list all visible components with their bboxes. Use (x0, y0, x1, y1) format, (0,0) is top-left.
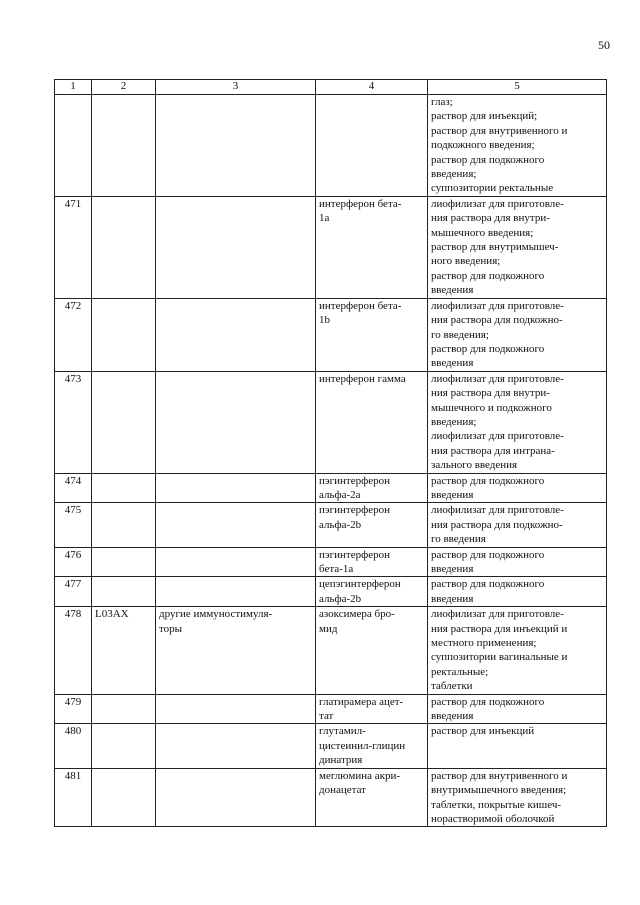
table-row (55, 473, 607, 503)
dosage-forms-cell: раствор для подкожного введения (428, 473, 607, 503)
dosage-forms-cell: лиофилизат для приготовле- ния раствора для подкожно- го введения (428, 503, 607, 547)
dosage-forms-cell: лиофилизат для приготовле- ния раствора для подкожно- го введения; раствор для подкожного введения (428, 298, 607, 371)
drug-name-cell: интерферон бета- 1b (316, 298, 428, 371)
group-name-cell: другие иммуностимуля- торы (156, 607, 316, 694)
drug-name-cell: азоксимера бро- мид (316, 607, 428, 694)
dosage-forms-cell: глаз; раствор для инъекций; раствор для внутривенного и подкожного введения; раствор для подкожного введения; суппозитории ректальные (428, 95, 607, 197)
row-number-cell (55, 95, 92, 197)
atc-code-cell (92, 724, 156, 768)
dosage-forms-cell: раствор для подкожного введения (428, 547, 607, 577)
column-header: 1 (55, 80, 92, 95)
dosage-forms-cell: раствор для подкожного введения (428, 577, 607, 607)
table-row (55, 371, 607, 473)
page-number: 50 (598, 38, 610, 52)
group-name-cell (156, 577, 316, 607)
drug-name-cell: цепэгинтерферон альфа-2b (316, 577, 428, 607)
row-number-cell: 473 (55, 371, 92, 473)
row-number-cell: 471 (55, 196, 92, 298)
group-name-cell (156, 768, 316, 827)
drug-name-cell: интерферон гамма (316, 371, 428, 473)
column-header: 3 (156, 80, 316, 95)
dosage-forms-cell: лиофилизат для приготовле- ния раствора для внутри- мышечного и подкожного введения; лиофилизат для приготовле- ния раствора для интрана- зального введения (428, 371, 607, 473)
dosage-forms-cell: лиофилизат для приготовле- ния раствора для внутри- мышечного введения; раствор для внутримышеч- ного введения; раствор для подкожного введения (428, 196, 607, 298)
atc-code-cell (92, 768, 156, 827)
dosage-forms-cell: раствор для инъекций (428, 724, 607, 768)
table-row (55, 95, 607, 197)
group-name-cell (156, 196, 316, 298)
atc-code-cell (92, 473, 156, 503)
dosage-forms-cell: раствор для подкожного введения (428, 694, 607, 724)
column-header: 5 (428, 80, 607, 95)
atc-code-cell (92, 503, 156, 547)
row-number-cell: 479 (55, 694, 92, 724)
atc-code-cell: L03AX (92, 607, 156, 694)
group-name-cell (156, 503, 316, 547)
table-header-row (55, 80, 607, 95)
table-row (55, 694, 607, 724)
row-number-cell: 478 (55, 607, 92, 694)
atc-code-cell (92, 547, 156, 577)
atc-code-cell (92, 196, 156, 298)
drug-name-cell: интерферон бета- 1a (316, 196, 428, 298)
table-row (55, 298, 607, 371)
drug-name-cell: пэгинтерферон бета-1a (316, 547, 428, 577)
table-row (55, 768, 607, 827)
group-name-cell (156, 724, 316, 768)
dosage-forms-cell: лиофилизат для приготовле- ния раствора для инъекций и местного применения; суппозитории вагинальные и ректальные; таблетки (428, 607, 607, 694)
row-number-cell: 481 (55, 768, 92, 827)
row-number-cell: 476 (55, 547, 92, 577)
drug-name-cell: меглюмина акри- донацетат (316, 768, 428, 827)
row-number-cell: 474 (55, 473, 92, 503)
atc-code-cell (92, 577, 156, 607)
table-row (55, 547, 607, 577)
column-header: 4 (316, 80, 428, 95)
row-number-cell: 480 (55, 724, 92, 768)
group-name-cell (156, 371, 316, 473)
drug-table (54, 79, 607, 827)
row-number-cell: 477 (55, 577, 92, 607)
row-number-cell: 472 (55, 298, 92, 371)
column-header: 2 (92, 80, 156, 95)
table-body (55, 95, 607, 827)
row-number-cell: 475 (55, 503, 92, 547)
dosage-forms-cell: раствор для внутривенного и внутримышечного введения; таблетки, покрытые кишеч- норастворимой оболочкой (428, 768, 607, 827)
atc-code-cell (92, 298, 156, 371)
group-name-cell (156, 694, 316, 724)
drug-name-cell: глутамил- цистеинил-глицин динатрия (316, 724, 428, 768)
table-row (55, 607, 607, 694)
drug-name-cell: глатирамера ацет- тат (316, 694, 428, 724)
atc-code-cell (92, 371, 156, 473)
table-row (55, 577, 607, 607)
atc-code-cell (92, 95, 156, 197)
atc-code-cell (92, 694, 156, 724)
group-name-cell (156, 95, 316, 197)
table-row (55, 503, 607, 547)
table-row (55, 196, 607, 298)
group-name-cell (156, 298, 316, 371)
drug-name-cell: пэгинтерферон альфа-2a (316, 473, 428, 503)
group-name-cell (156, 473, 316, 503)
table-row (55, 724, 607, 768)
group-name-cell (156, 547, 316, 577)
drug-name-cell (316, 95, 428, 197)
drug-name-cell: пэгинтерферон альфа-2b (316, 503, 428, 547)
